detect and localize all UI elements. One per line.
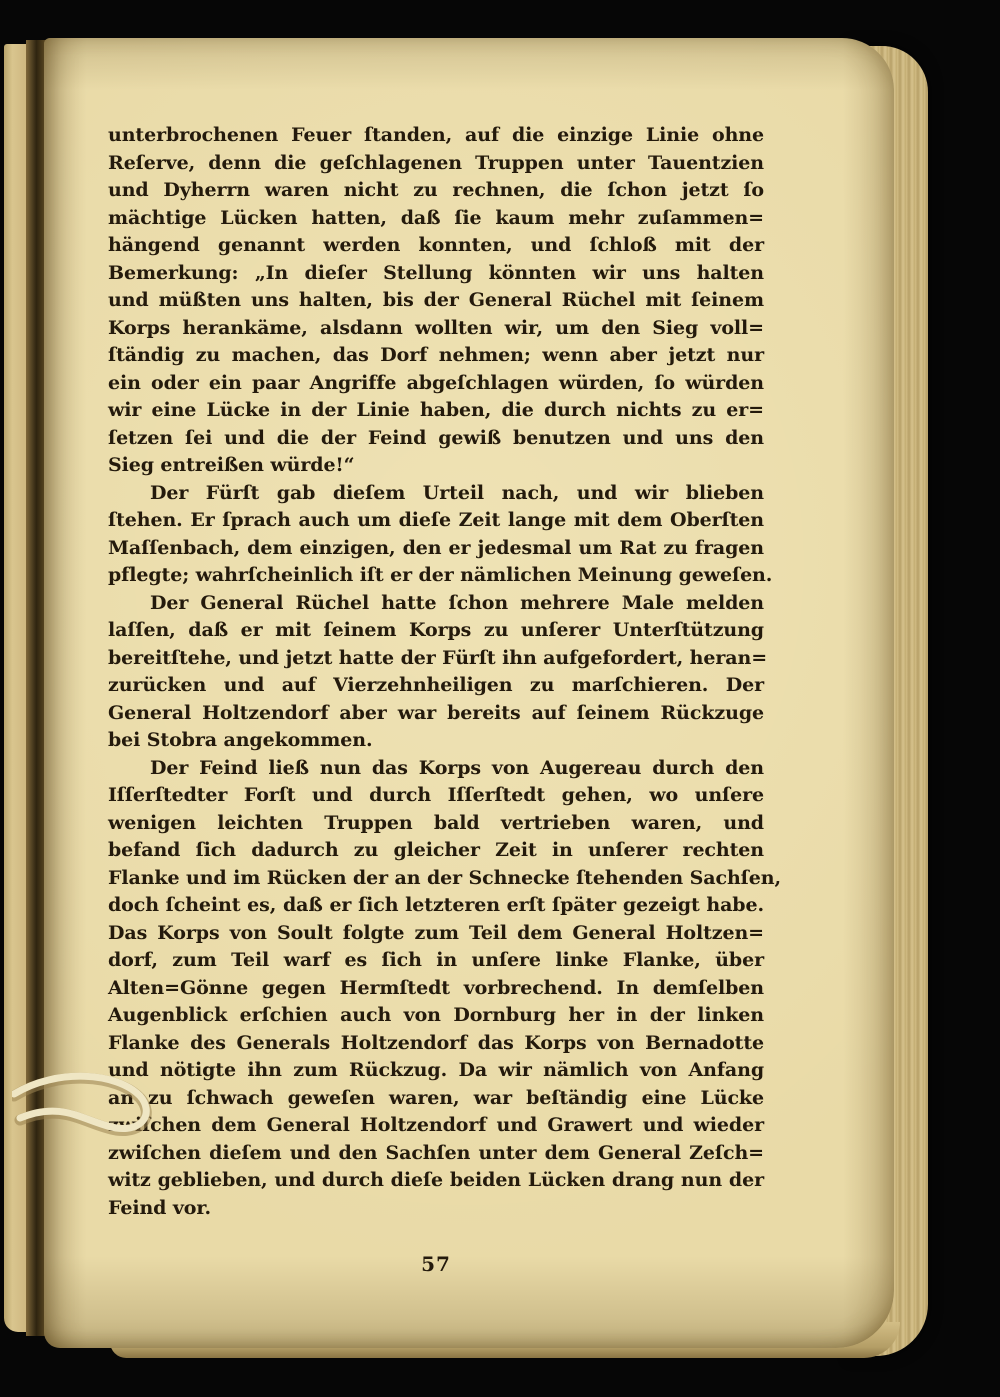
text-line: doch ſcheint es, daß er ſich letzteren erſt ſpäter gezeigt habe. (108, 894, 764, 916)
text-line: Der Fürſt gab dieſem Urteil nach, und wir blieben (150, 481, 764, 504)
text-line: zwiſchen dieſem und den Sachſen unter dem General Zeſch= (108, 1141, 764, 1164)
text-line: Maſſenbach, dem einzigen, den er jedesmal um Rat zu fragen (108, 536, 764, 559)
text-line: Iſſerſtedter Forſt und durch Iſſerſtedt gehen, wo unſere (108, 784, 764, 806)
text-line: und Dyherrn waren nicht zu rechnen, die ſchon jetzt ſo (108, 179, 764, 201)
text-line: Sieg entreißen würde!“ (108, 454, 355, 476)
text-line: Feind vor. (108, 1196, 212, 1219)
text-line: Der General Rüchel hatte ſchon mehrere Male melden (150, 591, 764, 614)
text-line: Alten=Gönne gegen Hermſtedt vorbrechend. In demſelben (108, 976, 764, 999)
text-line: General Holtzendorf aber war bereits auf ſeinem Rückzuge (108, 701, 764, 724)
text-line: ein oder ein paar Angriffe abgeſchlagen würden, ſo würden (108, 371, 764, 394)
text-line: Der Feind ließ nun das Korps von Augereau durch den (150, 756, 764, 779)
text-line: bereitſtehe, und jetzt hatte der Fürſt ihn aufgefordert, heran= (108, 646, 768, 669)
page-number: 57 (421, 1252, 451, 1276)
text-line: laſſen, daß er mit ſeinem Korps zu unſerer Unterſtützung (108, 619, 764, 641)
text-line: Augenblick erſchien auch von Dornburg her in der linken (108, 1004, 764, 1026)
text-line: zwiſchen dem General Holtzendorf und Grawert und wieder (108, 1114, 764, 1136)
text-line: pflegte; wahrſcheinlich iſt er der nämlichen Meinung geweſen. (108, 564, 773, 586)
text-line: dorf, zum Teil warf es ſich in unſere linke Flanke, über (108, 949, 764, 971)
text-line: witz geblieben, und durch dieſe beiden Lücken drang nun der (108, 1169, 764, 1191)
text-line: ſtändig zu machen, das Dorf nehmen; wenn aber jetzt nur (108, 344, 764, 366)
text-line: Reſerve, denn die geſchlagenen Truppen unter Tauentzien (108, 151, 764, 174)
text-line: Bemerkung: „In dieſer Stellung könnten wir uns halten (108, 261, 764, 284)
text-line: wenigen leichten Truppen bald vertrieben waren, und (108, 811, 764, 834)
text-line: Korps herankäme, alsdann wollten wir, um den Sieg voll= (108, 316, 764, 339)
text-line: mächtige Lücken hatten, daß ſie kaum mehr zuſammen= (108, 206, 764, 229)
adjacent-page-edge (4, 44, 28, 1332)
page-text (108, 122, 781, 1276)
text-line: an zu ſchwach geweſen waren, war beſtändig eine Lücke (108, 1086, 764, 1109)
text-line: Das Korps von Soult folgte zum Teil dem General Holtzen= (108, 921, 764, 944)
text-line: zurücken und auf Vierzehnheiligen zu marſchieren. Der (108, 674, 764, 696)
text-line: unterbrochenen Feuer ſtanden, auf die einzige Linie ohne (108, 124, 764, 146)
text-line: und nötigte ihn zum Rückzug. Da wir nämlich von Anfang (108, 1059, 764, 1081)
text-line: hängend genannt werden konnten, und ſchloß mit der (108, 234, 764, 256)
text-line: wir eine Lücke in der Linie haben, die durch nichts zu er= (108, 399, 764, 421)
text-line: und müßten uns halten, bis der General Rüchel mit ſeinem (108, 289, 764, 311)
text-line: Flanke des Generals Holtzendorf das Korps von Bernadotte (108, 1031, 764, 1054)
text-line: Flanke und im Rücken der an der Schnecke ſtehenden Sachſen, (108, 866, 781, 889)
book-page (44, 38, 894, 1348)
text-line: bei Stobra angekommen. (108, 729, 373, 751)
text-line: befand ſich dadurch zu gleicher Zeit in unſerer rechten (108, 839, 764, 861)
text-line: ſtehen. Er ſprach auch um dieſe Zeit lange mit dem Oberſten (108, 509, 764, 531)
text-line: ſetzen ſei und die der Feind gewiß benutzen und uns den (108, 426, 764, 449)
